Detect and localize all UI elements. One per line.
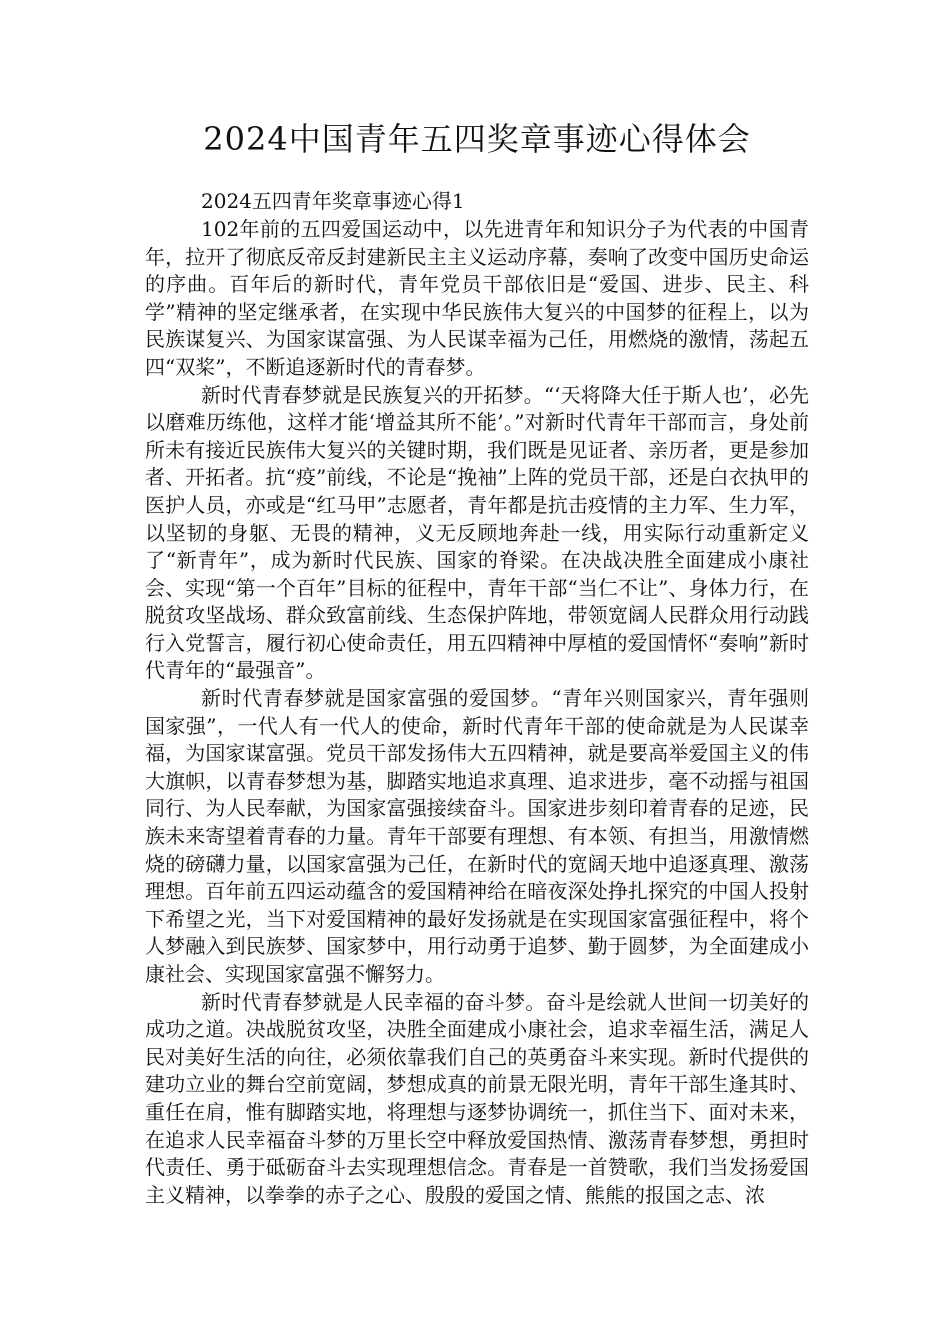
paragraph-2: 新时代青春梦就是民族复兴的开拓梦。“‘天将降大任于斯人也’，必先以磨难历练他，这样才能‘增益其所不能’。”对新时代青年干部而言，身处前所未有接近民族伟大复兴的关键时期，我们既是见证者、亲历者，更是参加者、开拓者。抗“疫”前线，不论是“挽袖”上阵的党员干部，还是白衣执甲的医护人员，亦或是“红马甲”志愿者，青年都是抗击疫情的主力军、生力军，以坚韧的身躯、无畏的精神，义无反顾地奔赴一线，用实际行动重新定义了“新青年”，成为新时代民族、国家的脊梁。在决战决胜全面建成小康社会、实现“第一个百年”目标的征程中，青年干部“当仁不让”、身体力行，在脱贫攻坚战场、群众致富前线、生态保护阵地，带领宽阔人民群众用行动践行入党誓言，履行初心使命责任，用五四精神中厚植的爱国情怀“奏响”新时代青年的“最强音”。 [145,382,809,683]
document-title: 2024中国青年五四奖章事迹心得体会 [203,120,751,158]
paragraph-4: 新时代青春梦就是人民幸福的奋斗梦。奋斗是绘就人世间一切美好的成功之道。决战脱贫攻坚，决胜全面建成小康社会，追求幸福生活，满足人民对美好生活的向往，必须依靠我们自己的英勇奋斗来实现。新时代提供的建功立业的舞台空前宽阔，梦想成真的前景无限光明，青年干部生逢其时、重任在肩，惟有脚踏实地，将理想与逐梦协调统一，抓住当下、面对未来，在追求人民幸福奋斗梦的万里长空中释放爱国热情、激荡青春梦想，勇担时代责任、勇于砥砺奋斗去实现理想信念。青春是一首赞歌，我们当发扬爱国主义精神，以拳拳的赤子之心、殷殷的爱国之情、熊熊的报国之志、浓 [145,989,809,1207]
document-page [145,120,809,1209]
paragraph-3: 新时代青春梦就是国家富强的爱国梦。“青年兴则国家兴，青年强则国家强”，一代人有一代人的使命，新时代青年干部的使命就是为人民谋幸福，为国家谋富强。党员干部发扬伟大五四精神，就是要高举爱国主义的伟大旗帜，以青春梦想为基，脚踏实地追求真理、追求进步，毫不动摇与祖国同行、为人民奉献，为国家富强接续奋斗。国家进步刻印着青春的足迹，民族未来寄望着青春的力量。青年干部要有理想、有本领、有担当，用激情燃烧的磅礴力量，以国家富强为己任，在新时代的宽阔天地中追逐真理、激荡理想。百年前五四运动蕴含的爱国精神给在暗夜深处挣扎探究的中国人投射下希望之光，当下对爱国精神的最好发扬就是在实现国家富强征程中，将个人梦融入到民族梦、国家梦中，用行动勇于追梦、勤于圆梦，为全面建成小康社会、实现国家富强不懈努力。 [145,686,809,987]
section-heading: 2024五四青年奖章事迹心得1 [201,189,465,214]
paragraph-1: 102年前的五四爱国运动中，以先进青年和知识分子为代表的中国青年，拉开了彻底反帝反封建新民主主义运动序幕，奏响了改变中国历史命运的序曲。百年后的新时代，青年党员干部依旧是“爱国、进步、民主、科学”精神的坚定继承者，在实现中华民族伟大复兴的中国梦的征程上，以为民族谋复兴、为国家谋富强、为人民谋幸福为己任，用燃烧的激情，荡起五四“双桨”，不断追逐新时代的青春梦。 [145,216,809,379]
